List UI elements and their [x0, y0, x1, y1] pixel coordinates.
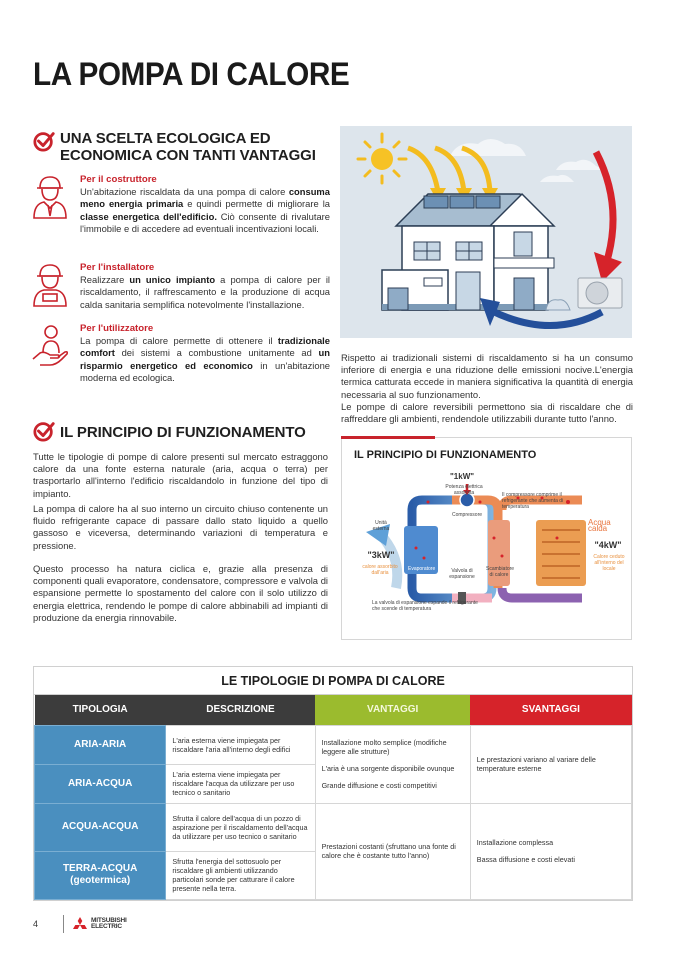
table-title: LE TIPOLOGIE DI POMPA DI CALORE	[34, 667, 632, 695]
type-cell: ARIA-ACQUA	[35, 764, 166, 803]
type-label: TERRA-ACQUA	[62, 863, 138, 874]
check-circle-icon	[33, 130, 55, 152]
compressor-label: Compressore	[452, 512, 483, 518]
benefit-highlight: un unico impianto	[129, 274, 216, 286]
input-power-label: Potenza elettrica assorbita	[445, 484, 483, 496]
input-power-value: "1kW"	[450, 472, 475, 481]
benefit-title: Per l'installatore	[80, 262, 155, 273]
description-cell: L'aria esterna viene impiegata per riscaldare l'aria all'interno degli edifici	[166, 725, 315, 764]
description-cell: L'aria esterna viene impiegata per riscaldare l'acqua da utilizzare per uso tecnico o sanitario	[166, 764, 315, 803]
benefit-text: dei sistemi a combustione unitamente ad	[114, 347, 319, 359]
table-row	[35, 803, 632, 851]
description-cell: Sfrutta l'energia del sottosuolo per riscaldare gli ambienti utilizzando particolari sonde per catturare il calore presente nella terra.	[166, 851, 315, 899]
house-illustration-svg	[340, 126, 632, 338]
benefit-installer	[30, 262, 330, 311]
heading-text: IL PRINCIPIO DI FUNZIONAMENTO	[60, 424, 306, 441]
delivered-heat-label: Calore ceduto all'interno del locale	[593, 554, 625, 572]
mitsubishi-logo-icon	[72, 917, 88, 932]
page-number: 4	[33, 919, 39, 929]
pro-item: Grande diffusione e costi competitivi	[321, 781, 437, 790]
absorbed-heat-value: "3kW"	[367, 550, 395, 560]
benefit-text: Ciò consente di rivalutare l'immobile e di accedere ad eventuali incentivazioni locali.	[80, 210, 330, 234]
header-pros: VANTAGGI	[315, 695, 470, 725]
worker-tie-icon	[30, 174, 70, 222]
description-cell: Sfrutta il calore dell'acqua di un pozzo di aspirazione per il riscaldamento dell'acqua da utilizzare per uso tecnico o sanitario	[166, 803, 315, 851]
con-item: Bassa diffusione e costi elevati	[476, 855, 575, 864]
compressor-note: Il compressore comprime il refrigerante che aumenta di temperatura	[502, 492, 564, 510]
exchanger-label: Scambiatore di calore	[486, 566, 515, 578]
con-item: Installazione complessa	[476, 838, 554, 847]
principle-paragraph-3: Questo processo ha natura ciclica e, grazie alla presenza di componenti quali evaporatore, condensatore, compressore e valvola di espansione permette lo spostamento del calore con il solo utilizzo di energia elettrica, rendendo le pompe di calore abbinabili ad impianti di produzione da energia rinnovabile.	[33, 563, 328, 623]
check-circle-icon	[33, 420, 55, 442]
valve-label: Valvola di espansione	[449, 568, 475, 580]
heading-line-1: UNA SCELTA ECOLOGICA ED	[60, 130, 271, 147]
pro-item: Installazione molto semplice (modifiche leggere alle strutture)	[321, 738, 447, 756]
benefit-text: a pompa di calore per il riscaldamento, il raffrescamento e la produzione di acqua calda sanitaria semplifica notevolmente l'installazione.	[80, 274, 330, 310]
type-cell: ACQUA-ACQUA	[35, 803, 166, 851]
benefit-builder	[30, 174, 330, 235]
benefit-highlight: classe energetica dell'edificio.	[80, 210, 217, 222]
header-cons: SVANTAGGI	[470, 695, 631, 725]
worker-overalls-icon	[30, 262, 70, 310]
pros-cell-air	[315, 725, 470, 803]
benefit-text: e quindi permette di migliorare la	[183, 198, 330, 210]
con-item: Le prestazioni variano al variare delle temperature esterne	[476, 755, 596, 773]
hot-water-label: Acqua calda	[588, 518, 611, 533]
header-description: DESCRIZIONE	[166, 695, 315, 725]
benefit-highlight: tradizionale comfort	[80, 335, 330, 359]
heading-line-2: ECONOMICA CON TANTI VANTAGGI	[60, 147, 316, 164]
type-cell	[35, 851, 166, 899]
sun-icon	[358, 134, 406, 183]
principle-paragraph-2: La pompa di calore ha al suo interno un circuito chiuso contenente un fluido refrigerante capace di passare dallo stato liquido a quello gassoso e viceversa, determinando variazioni di temperatura e pressione.	[33, 503, 328, 551]
brand-line-2: ELECTRIC	[91, 923, 122, 930]
right-paragraph-2: Le pompe di calore reversibili permettono sia di riscaldare che di raffreddare gli ambienti, rendendole utilizzabili durante tutto l'anno.	[341, 400, 633, 425]
cons-cell-air	[470, 725, 631, 803]
benefit-text: Un'abitazione riscaldata da una pompa di calore	[80, 186, 289, 198]
delivered-heat-value: "4kW"	[594, 540, 622, 550]
brand-line-1: MITSUBISHI	[91, 916, 127, 924]
pro-item: Prestazioni costanti (sfruttano una fonte di calore che è costante tutto l'anno)	[321, 842, 456, 860]
type-sublabel: (geotermica)	[70, 875, 131, 886]
type-cell: ARIA-ARIA	[35, 725, 166, 764]
benefit-text: Realizzare	[80, 274, 130, 286]
hand-person-icon	[30, 323, 70, 371]
diagram-title: IL PRINCIPIO DI FUNZIONAMENTO	[354, 449, 537, 461]
page-title: LA POMPA DI CALORE	[33, 56, 350, 92]
pros-cell-water-ground	[315, 803, 470, 899]
benefit-text: in un'abitazione moderna ed ecologica.	[80, 359, 330, 383]
section-heading-benefits	[33, 130, 316, 164]
benefit-highlight: consuma meno energia primaria	[80, 186, 330, 210]
table-header-row	[35, 695, 632, 725]
valve-note: La valvola di espansione espande il refrigerante che scende di temperatura	[372, 600, 478, 612]
evaporator-label: Evaporatore	[408, 566, 436, 572]
header-type: TIPOLOGIA	[35, 695, 166, 725]
heat-pump-types-table	[33, 666, 633, 901]
benefit-highlight: un risparmio energetico ed economico	[80, 347, 330, 371]
right-paragraph-1: Rispetto ai tradizionali sistemi di riscaldamento si ha un consumo inferiore di energia e una riduzione delle emissioni nocive.L'energia termica catturata eccede in maniera significativa la quantità di energia necessaria al suo funzionamento.	[341, 352, 633, 400]
footer-divider	[63, 915, 64, 933]
absorbed-heat-label: calore assorbito dall'aria	[362, 564, 398, 576]
benefit-title: Per il costruttore	[80, 174, 157, 185]
benefit-title: Per l'utilizzatore	[80, 323, 154, 334]
cons-cell-water-ground	[470, 803, 631, 899]
outdoor-unit-label: Unità esterna	[372, 520, 390, 532]
types-table	[34, 695, 632, 900]
page-footer	[33, 915, 127, 933]
section-heading-principle	[33, 420, 306, 442]
table-row	[35, 725, 632, 764]
benefit-user	[30, 323, 330, 384]
benefit-text: La pompa di calore permette di ottenere il	[80, 335, 278, 347]
principle-paragraph-1: Tutte le tipologie di pompe di calore presenti sul mercato estraggono calore da una fonte esterna naturale (aria, acqua o terra) per trasportarlo all'interno l'edificio riscaldandolo in funzione del tipo di impianto.	[33, 451, 328, 499]
right-paragraph	[341, 352, 633, 425]
house-heat-pump-illustration	[340, 126, 632, 338]
pro-item: L'aria è una sorgente disponibile ovunque	[321, 764, 455, 773]
heat-pump-cycle-diagram	[341, 437, 632, 640]
brand-name	[91, 918, 127, 931]
